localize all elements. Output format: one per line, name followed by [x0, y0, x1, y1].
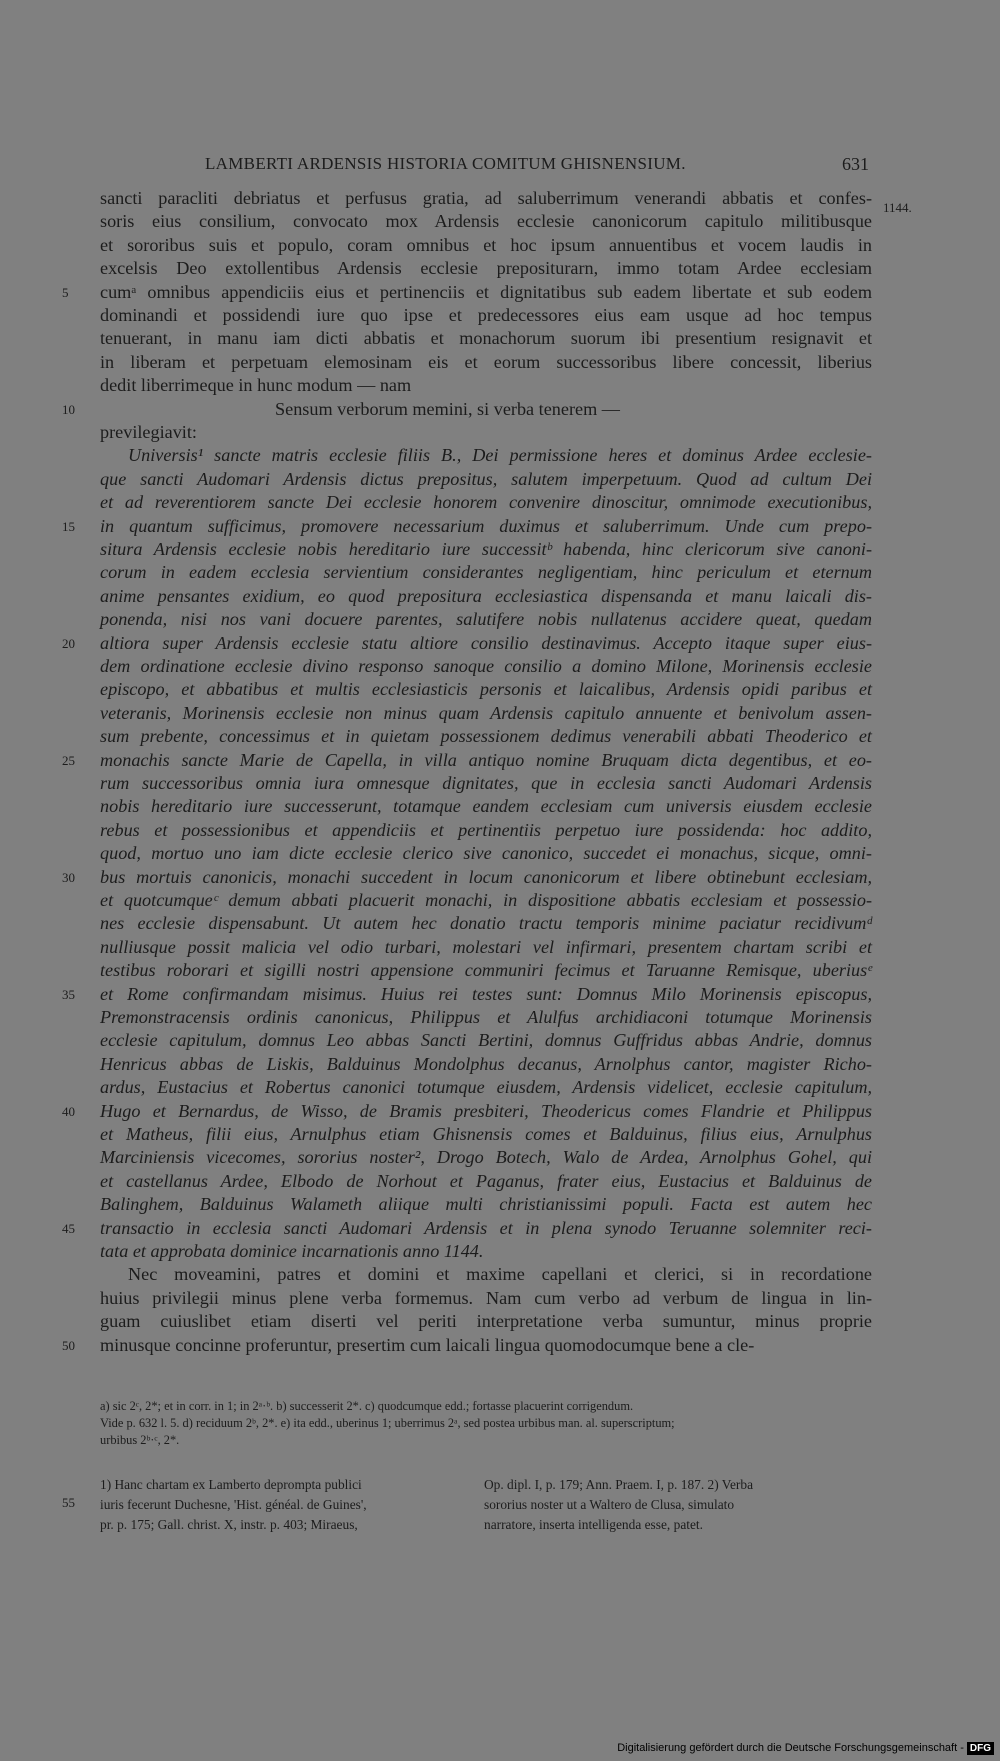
text-line: dem ordinatione ecclesie divino responso sanoque consilio a domino Milone, Morinensis ecclesie — [100, 656, 872, 676]
text-line: huius privilegii minus plene verba formemus. Nam cum verbo ad verbum de lingua in lin- — [100, 1287, 872, 1308]
text-line: in quantum sufficimus, promovere necessarium duximus et saluberrimum. Unde cum prepo- — [100, 515, 872, 536]
text-line: Hugo et Bernardus, de Wisso, de Bramis presbiteri, Theodericus comes Flandrie et Philippus — [100, 1100, 872, 1121]
critical-note: urbibus 2ᵇ·ᶜ, 2*. — [100, 1433, 180, 1447]
running-title: LAMBERTI ARDENSIS HISTORIA COMITUM GHISNENSIUM. — [205, 154, 686, 173]
text-line: transactio in ecclesia sancti Audomari Ardensis et in plena synodo Teruanne solemniter reci- — [100, 1217, 872, 1238]
text-line: nulliusque possit malicia vel odio turbari, molestari vel infirmari, presentem chartam scribi et — [100, 936, 872, 957]
text-line: et sororibus suis et populo, coram omnibus et hoc ipsum annuentibus et vocem laudis in — [100, 234, 872, 255]
text-line: Universis¹ sancte matris ecclesie filiis B., Dei permissione heres et dominus Ardee ecclesie- — [128, 445, 872, 466]
text-line: minusque concinne proferuntur, presertim cum laicali lingua quomodocumque bene a cle- — [100, 1334, 755, 1355]
line-number: 50 — [62, 1337, 75, 1353]
text-line: veteranis, Morinensis ecclesie non minus quam Ardensis capitulo annuente et benivolum assen- — [100, 702, 872, 723]
footnote-line: pr. p. 175; Gall. christ. X, instr. p. 403; Miraeus, — [100, 1517, 358, 1532]
page-number: 631 — [842, 154, 869, 174]
text-line: in liberam et perpetuam elemosinam eis et eorum successoribus libere concessit, liberius — [100, 351, 872, 372]
text-line: anime pensantes exidium, eo quod prepositura ecclesiastica dispensanda et manu laicali dis- — [100, 585, 872, 606]
text-line: testibus roborari et sigilli nostri appensione communiri fecimus et Taruanne Remisque, uberiusᵉ — [100, 960, 872, 981]
text-line: ecclesie capitulum, domnus Leo abbas Sancti Bertini, domnus Guffridus abbas Andrie, domnus — [100, 1030, 872, 1051]
text-line: quod, mortuo uno iam dicte ecclesie clerico sive canonico, succedet ei monachus, sicque, omni- — [100, 843, 872, 864]
critical-note: a) sic 2ᶜ, 2*; et in corr. in 1; in 2ᵃ·ᵇ. b) successerit 2*. c) quodcumque edd.; fortasse placuerint corrigendum. — [100, 1399, 634, 1413]
text-line: nes ecclesie dispensabunt. Ut autem hec donatio tractu temporis minime paciatur recidivumᵈ — [100, 913, 872, 934]
text-line: excelsis Deo extollentibus Ardensis ecclesie prepositurarn, immo totam Ardee ecclesiam — [100, 258, 872, 279]
footnote-line: narratore, inserta intelligenda esse, patet. — [484, 1517, 703, 1532]
text-line: sum prebente, concessimus et in quietam possessionem dedimus venerabili abbati Theoderico et — [100, 726, 872, 747]
text-line: que sancti Audomari Ardensis dictus prepositus, salutem imperpetuum. Quod ad cultum Dei — [100, 468, 872, 489]
text-line: Marciniensis vicecomes, sororius noster², Drogo Botech, Walo de Ardea, Arnolphus Gohel, qui — [100, 1147, 872, 1168]
text-line: dominandi et possidendi iure quo ipse et predecessores eius eam usque ad hoc tempus — [100, 305, 872, 325]
text-line: nobis hereditario iure successerunt, totamque eandem ecclesiam cum universis eiusdem ecclesie — [100, 796, 872, 817]
line-number: 20 — [62, 635, 75, 651]
footnote-line: iuris fecerunt Duchesne, 'Hist. généal. de Guines', — [100, 1497, 367, 1512]
text-line: Nec moveamini, patres et domini et maxime capellani et clerici, si in recordatione — [128, 1264, 872, 1285]
text-line: sancti paracliti debriatus et perfusus gratia, ad saluberrimum venerandi abbatis et confes- — [100, 188, 872, 208]
text-line: episcopo, et abbatibus et multis ecclesiasticis personis et laicalibus, Ardensis opidi paribus et — [100, 679, 872, 700]
text-line: dedit liberrimeque in hunc modum — nam — [100, 375, 412, 396]
text-line: et castellanus Ardee, Elbodo de Norhout et Paganus, frater eius, Eustacius et Balduinus de — [100, 1170, 872, 1191]
line-number: 30 — [62, 869, 75, 885]
text-line: Balinghem, Balduinus Walameth aliique multi christianissimi populi. Facta est autem hec — [100, 1194, 872, 1215]
text-line: rum successoribus omnia iura omnesque dignitates, que in ecclesia sancti Audomari Ardensis — [100, 773, 872, 793]
text-line: altiora super Ardensis ecclesie statu altiore consilio destinavimus. Accepto itaque super eius- — [100, 632, 872, 653]
line-number: 10 — [62, 401, 75, 417]
footer-credit — [617, 1742, 994, 1755]
text-line: corum in eadem ecclesia servientium considerantes negligentiam, hinc periculum et eternum — [100, 562, 872, 583]
line-number: 5 — [62, 284, 69, 300]
text-line: ardus, Eustacius et Robertus canonici totumque eiusdem, Ardensis videlicet, ecclesie capitulum, — [100, 1077, 872, 1098]
dfg-logo: DFG — [967, 1742, 994, 1755]
text-line: tenuerant, in manu iam dicti abbatis et monachorum suorum ibi presentium resignavit et — [100, 328, 872, 349]
text-line: et Rome confirmandam misimus. Huius rei testes sunt: Domnus Milo Morinensis episcopus, — [100, 983, 872, 1004]
line-number: 15 — [62, 518, 75, 534]
text-line: Premonstracensis ordinis canonicus, Philippus et Alulfus archidiaconi totumque Morinensis — [100, 1007, 872, 1027]
text-line: tata et approbata dominice incarnationis anno 1144. — [100, 1241, 484, 1261]
text-line: situra Ardensis ecclesie nobis hereditario iure successitᵇ habenda, hinc clericorum sive canoni- — [100, 539, 872, 559]
footnote-line: 1) Hanc chartam ex Lamberto deprompta publici — [100, 1477, 362, 1492]
line-number: 45 — [62, 1220, 75, 1236]
line-number: 55 — [62, 1495, 75, 1510]
text-line: soris eius consilium, convocato mox Ardensis ecclesie canonicorum capitulo militibusque — [100, 211, 872, 232]
line-number: 35 — [62, 986, 75, 1002]
margin-year: 1144. — [883, 200, 912, 215]
text-line: Henricus abbas de Liskis, Balduinus Mondolphus decanus, Arnolphus cantor, magister Richo- — [100, 1053, 872, 1074]
text-line: et ad reverentiorem sancte Dei ecclesie honorem convenire dinoscitur, omnimode executionibus, — [100, 492, 872, 513]
footnote-line: sororius noster ut a Waltero de Clusa, simulato — [484, 1497, 735, 1512]
text-line: et Matheus, filii eius, Arnulphus etiam Ghisnensis comes et Balduinus, filius eius, Arnulphus — [100, 1124, 872, 1144]
line-number: 40 — [62, 1103, 75, 1119]
text-line: cumᵃ omnibus appendiciis eius et pertinenciis et dignitatibus sub eadem libertate et sub eodem — [100, 281, 872, 302]
text-line: bus mortuis canonicis, monachi succedent in locum canonicorum et libere obtinebunt ecclesiam, — [100, 866, 872, 887]
text-line: guam cuiuslibet etiam diserti vel periti interpretatione verba sumuntur, minus proprie — [100, 1311, 872, 1332]
text-line: et quotcumqueᶜ demum abbati placuerit monachi, in dispositione abbatis ecclesiam et possessio- — [100, 890, 872, 910]
footnote-line: Op. dipl. I, p. 179; Ann. Praem. I, p. 187. 2) Verba — [484, 1477, 754, 1492]
text-line: ponenda, nisi nos vani docuere parentes, salutifere nobis nullatenus accidere queat, quedam — [100, 609, 872, 630]
text-line: previlegiavit: — [100, 422, 197, 442]
text-line: monachis sancte Marie de Capella, in villa antiquo nomine Bruquam dicta degentibus, et eo- — [100, 749, 872, 770]
line-number: 25 — [62, 752, 75, 768]
text-line: rebus et possessionibus et appendiciis et pertinentiis perpetuo iure possidenda: hoc addito, — [100, 819, 872, 840]
critical-note: Vide p. 632 l. 5. d) reciduum 2ᵇ, 2*. e) ita edd., uberinus 1; uberrimus 2ᵃ, sed postea urbibus man. al. superscriptum; — [100, 1416, 675, 1430]
credit-text: Digitalisierung gefördert durch die Deutsche Forschungsgemeinschaft - — [617, 1742, 964, 1754]
text-line: Sensum verborum memini, si verba tenerem — — [275, 398, 620, 419]
